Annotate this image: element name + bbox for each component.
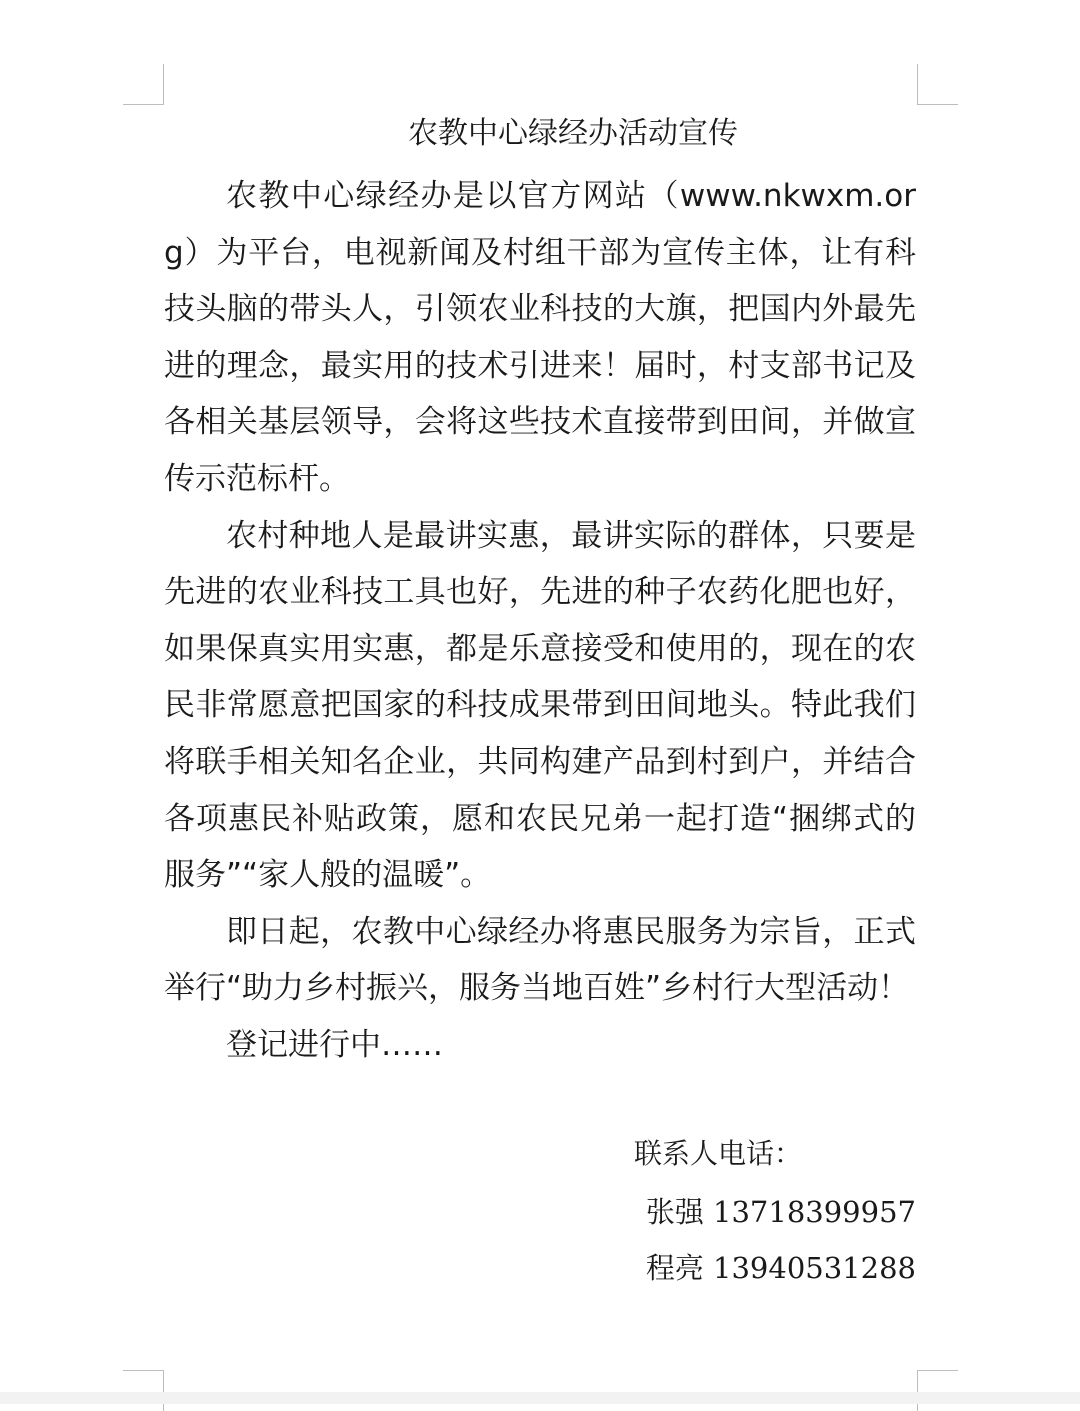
paragraph-event: 即日起，农教中心绿经办将惠民服务为宗旨，正式举行“助力乡村振兴，服务当地百姓”乡村行大型活动！ <box>164 913 916 1007</box>
contact-name: 程亮 <box>645 1251 714 1285</box>
contact-phone: 13718399957 <box>713 1195 916 1229</box>
crop-mark-bottom-left <box>123 1370 164 1411</box>
registration-status: 登记进行中…… <box>226 1026 443 1063</box>
document-title: 农教中心绿经办活动宣传 <box>408 116 738 151</box>
contact-name: 张强 <box>645 1195 714 1229</box>
contact-phone: 13940531288 <box>713 1251 916 1285</box>
page-bottom-edge <box>0 1392 1080 1404</box>
contact-entry <box>646 1184 916 1240</box>
contact-label: 联系人电话： <box>634 1137 803 1170</box>
contact-entry <box>646 1240 916 1296</box>
paragraph-intro: 农教中心绿经办是以官方网站（www.nkwxm.org）为平台，电视新闻及村组干部为宣传主体，让有科技头脑的带头人，引领农业科技的大旗，把国内外最先进的理念，最实用的技术引进来！届时，村支部书记及各相关基层领导，会将这些技术直接带到田间，并做宣传示范标杆。 <box>164 178 916 497</box>
document-body <box>164 112 916 1285</box>
crop-mark-top-left <box>123 64 164 105</box>
crop-mark-top-right <box>917 64 958 105</box>
paragraph-farmers: 农村种地人是最讲实惠，最讲实际的群体，只要是先进的农业科技工具也好，先进的种子农药化肥也好，如果保真实用实惠，都是乐意接受和使用的，现在的农民非常愿意把国家的科技成果带到田间地头。特此我们将联手相关知名企业，共同构建产品到村到户，并结合各项惠民补贴政策，愿和农民兄弟一起打造“捆绑式的服务”“家人般的温暖”。 <box>164 517 916 894</box>
crop-mark-bottom-right <box>917 1370 958 1411</box>
